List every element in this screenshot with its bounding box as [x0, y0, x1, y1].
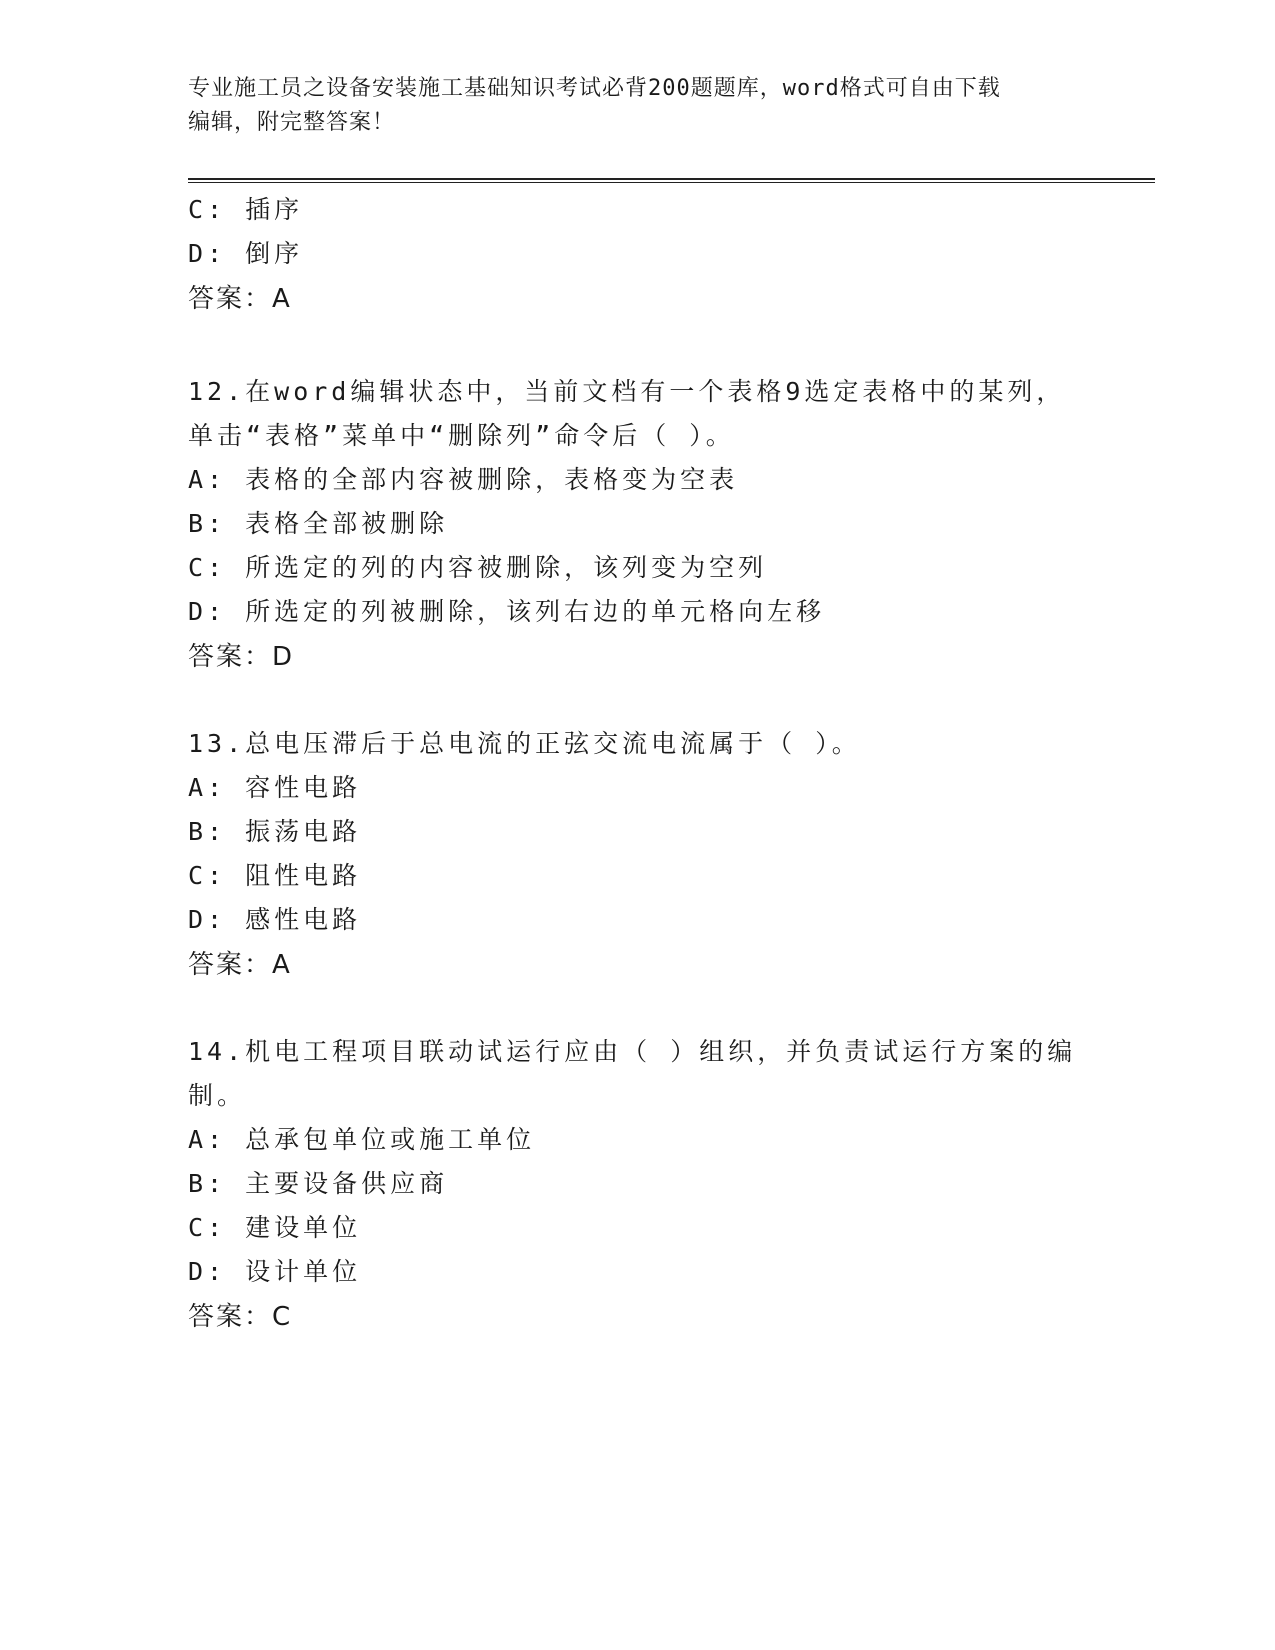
q14-option-d: D: 设计单位: [188, 1257, 362, 1286]
q13-answer: 答案：A: [188, 950, 292, 980]
q14-answer: 答案：C: [188, 1302, 293, 1332]
header-title-line-1: 专业施工员之设备安装施工基础知识考试必背200题题库，word格式可自由下载: [188, 76, 1001, 101]
prev-option-c: C: 插序: [188, 195, 304, 224]
q12-stem-line-2: 单击“表格”菜单中“删除列”命令后（ ）。: [188, 421, 735, 450]
q14-stem-line-2: 制。: [188, 1081, 247, 1110]
q12-option-a: A: 表格的全部内容被删除，表格变为空表: [188, 465, 739, 494]
q14-option-c: C: 建设单位: [188, 1213, 362, 1242]
q13-option-c: C: 阻性电路: [188, 861, 362, 890]
q13-option-b: B: 振荡电路: [188, 817, 362, 846]
header-divider-thin: [188, 182, 1155, 183]
q12-option-d: D: 所选定的列被删除，该列右边的单元格向左移: [188, 597, 826, 626]
q14-option-b: B: 主要设备供应商: [188, 1169, 449, 1198]
q13-stem: 13.总电压滞后于总电流的正弦交流电流属于（ ）。: [188, 729, 861, 758]
q12-option-b: B: 表格全部被删除: [188, 509, 449, 538]
q14-option-a: A: 总承包单位或施工单位: [188, 1125, 536, 1154]
prev-answer: 答案：A: [188, 284, 292, 314]
q12-stem-line-1: 12.在word编辑状态中，当前文档有一个表格9选定表格中的某列，: [188, 377, 1066, 406]
q13-option-d: D: 感性电路: [188, 905, 362, 934]
q12-option-c: C: 所选定的列的内容被删除，该列变为空列: [188, 553, 768, 582]
q13-option-a: A: 容性电路: [188, 773, 362, 802]
q14-stem-line-1: 14.机电工程项目联动试运行应由（ ）组织，并负责试运行方案的编: [188, 1037, 1077, 1066]
header-divider-thick: [188, 178, 1155, 180]
prev-option-d: D: 倒序: [188, 239, 304, 268]
q12-answer: 答案：D: [188, 642, 295, 672]
header-title-line-2: 编辑，附完整答案！: [188, 110, 396, 135]
page-header: [188, 72, 1088, 140]
